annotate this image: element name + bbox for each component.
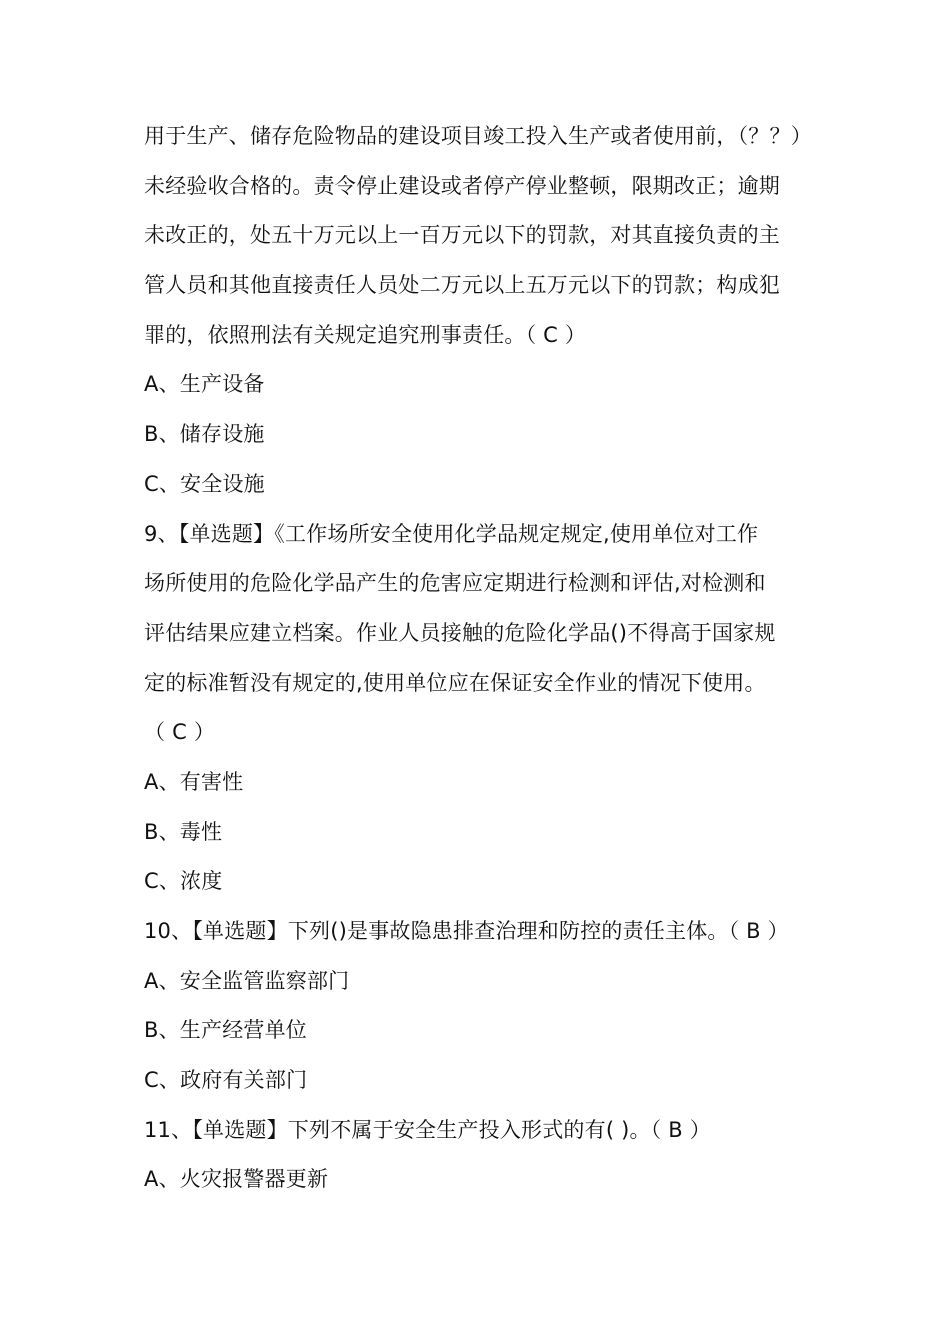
question-line: 评估结果应建立档案。作业人员接触的危险化学品()不得高于国家规 — [144, 620, 776, 645]
option-a: A、火灾报警器更新 — [144, 1167, 329, 1192]
option-a: A、安全监管监察部门 — [144, 968, 350, 993]
option-a: A、有害性 — [144, 769, 244, 794]
question-line: 定的标准暂没有规定的,使用单位应在保证安全作业的情况下使用。 — [144, 670, 766, 695]
option-c: C、安全设施 — [144, 471, 265, 496]
question-8-continued — [144, 112, 834, 510]
option-b: B、毒性 — [144, 819, 223, 844]
question-line: 场所使用的危险化学品产生的危害应定期进行检测和评估,对检测和 — [144, 571, 766, 596]
question-line: 用于生产、储存危险物品的建设项目竣工投入生产或者使用前，（？？） — [144, 124, 812, 148]
question-9 — [144, 510, 834, 908]
question-answer-line: （ C ） — [144, 720, 216, 745]
question-10 — [144, 907, 834, 1106]
question-line: 11、【单选题】下列不属于安全生产投入形式的有( )。（ B ） — [144, 1117, 711, 1142]
option-b: B、生产经营单位 — [144, 1018, 308, 1043]
option-b: B、储存设施 — [144, 422, 265, 447]
page-content — [144, 112, 834, 1205]
option-c: C、政府有关部门 — [144, 1068, 308, 1093]
question-line: 10、【单选题】下列()是事故隐患排查治理和防控的责任主体。（ B ） — [144, 919, 789, 943]
question-line: 未经验收合格的。责令停止建设或者停产停业整顿，限期改正；逾期 — [144, 173, 780, 198]
option-c: C、浓度 — [144, 869, 223, 894]
question-line: 管人员和其他直接责任人员处二万元以上五万元以下的罚款；构成犯 — [144, 273, 780, 298]
question-11 — [144, 1106, 834, 1205]
question-line: 未改正的，处五十万元以上一百万元以下的罚款，对其直接负责的主 — [144, 223, 780, 248]
question-line: 9、【单选题】《工作场所安全使用化学品规定规定,使用单位对工作 — [144, 521, 759, 546]
option-a: A、生产设备 — [144, 372, 265, 397]
question-line: 罪的，依照刑法有关规定追究刑事责任。（ C ） — [144, 322, 587, 347]
